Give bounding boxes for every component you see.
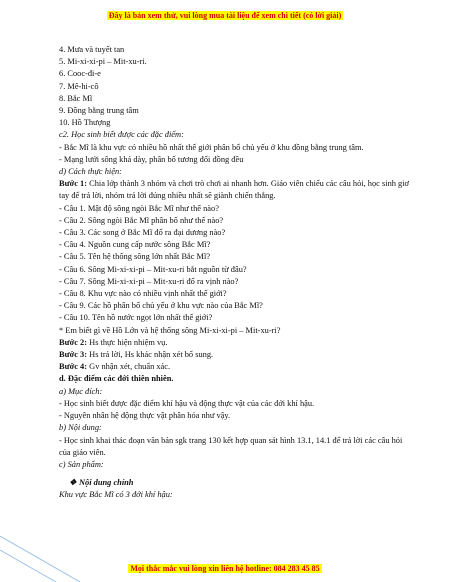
step-text: Chia lớp thành 3 nhóm và chơi trò chơi ai nhanh hơn. Giáo viên chiếu các câu hỏi, học sinh giơ tay để trả lời, nhóm trả lời đúng nhiều nhất sẽ giành chiến thắng.: [59, 179, 409, 201]
step-label: Bước 4:: [59, 362, 88, 372]
extra-question: * Em biết gì về Hồ Lớn và hệ thống sông Mi-xi-xi-pi – Mit-xu-ri?: [59, 325, 281, 335]
step-text: Hs thực hiện nhiệm vụ.: [87, 337, 168, 347]
purpose-line: - Học sinh biết được đặc điểm khí hậu và động thực vật của các đới khí hậu.: [59, 398, 315, 408]
step-1: [59, 178, 414, 202]
document-body: [59, 44, 414, 502]
bottom-banner: [0, 563, 450, 574]
question-item: - Câu 10. Tên hồ nước ngọt lớn nhất thế giới?: [59, 313, 213, 323]
step-3: [59, 349, 414, 361]
step-label: Bước 3:: [59, 350, 88, 360]
question-item: - Câu 5. Tên hệ thống sông lớn nhất Bắc Mĩ?: [59, 252, 211, 262]
purpose-heading: a) Mục đích:: [59, 386, 103, 396]
step-text: Gv nhận xét, chuẩn xác.: [87, 362, 171, 372]
corner-decoration: [0, 536, 80, 582]
c2-line: - Mạng lưới sông khá dày, phân bố tương đối đồng đều: [59, 154, 244, 164]
product-heading: c) Sản phẩm:: [59, 459, 104, 469]
question-item: - Câu 9. Các hồ phân bố chủ yếu ở khu vực nào của Bắc Mĩ?: [59, 301, 263, 311]
method-heading: d) Cách thực hiện:: [59, 167, 122, 177]
diamond-bullet-icon: ❖: [69, 478, 77, 488]
step-label: Bước 1:: [59, 179, 88, 189]
top-banner: [0, 10, 450, 21]
step-label: Bước 2:: [59, 337, 88, 347]
question-item: - Câu 3. Các song ở Bắc Mĩ đổ ra đại dương nào?: [59, 228, 226, 238]
list-item: 6. Cooc-đi-e: [59, 69, 101, 79]
climate-zones-line: Khu vực Bắc Mĩ có 3 đới khí hậu:: [59, 490, 173, 500]
question-item: - Câu 6. Sông Mi-xi-xi-pi – Mit-xu-ri bắt nguồn từ đâu?: [59, 264, 247, 274]
content-heading: b) Nội dung:: [59, 423, 102, 433]
question-item: - Câu 2. Sông ngòi Bắc Mĩ phân bố như thế nào?: [59, 215, 224, 225]
content-text: - Học sinh khai thác đoạn văn bản sgk trang 130 kết hợp quan sát hình 13.1, 14.1 để trả lời các câu hỏi của giáo viên.: [59, 435, 403, 457]
question-item: - Câu 1. Mật độ sông ngòi Bắc Mĩ như thế nào?: [59, 203, 219, 213]
section-heading: d. Đặc điểm các đới thiên nhiên.: [59, 374, 174, 384]
list-item: 8. Bắc Mĩ: [59, 93, 93, 103]
list-item: 5. Mi-xi-xi-pi – Mit-xu-ri.: [59, 57, 147, 67]
list-item: 9. Đồng bằng trung tâm: [59, 106, 139, 116]
c2-line: - Bắc Mĩ là khu vực có nhiều hồ nhất thế giới phân bố chủ yếu ở khu đồng bằng trung tâm.: [59, 142, 364, 152]
step-4: [59, 361, 414, 373]
list-item: 7. Mê-hi-cô: [59, 81, 99, 91]
list-item: 4. Mưa và tuyết tan: [59, 45, 125, 54]
list-item: 10. Hồ Thượng: [59, 118, 111, 128]
main-content-heading: [59, 477, 414, 489]
c2-heading: c2. Học sinh biết được các đặc điểm:: [59, 130, 184, 140]
question-item: - Câu 7. Sông Mi-xi-xi-pi – Mit-xu-ri đổ ra vịnh nào?: [59, 276, 239, 286]
question-item: - Câu 4. Nguồn cung cấp nước sông Bắc Mĩ?: [59, 240, 211, 250]
step-2: [59, 337, 414, 349]
purpose-line: - Nguyên nhân hệ động thực vật phân hóa như vậy.: [59, 411, 231, 421]
top-banner-text: Đây là bản xem thử, vui lòng mua tài liệu để xem chi tiết (có lời giải): [108, 11, 342, 20]
main-content-label: Nội dung chính: [79, 478, 134, 488]
question-item: - Câu 8. Khu vực nào có nhiều vịnh nhất thế giới?: [59, 289, 227, 299]
bottom-banner-text: Mọi thắc mắc vui lòng xin liên hệ hotline: 084 283 45 85: [130, 564, 320, 573]
step-text: Hs trả lời, Hs khác nhận xét bổ sung.: [87, 350, 214, 360]
